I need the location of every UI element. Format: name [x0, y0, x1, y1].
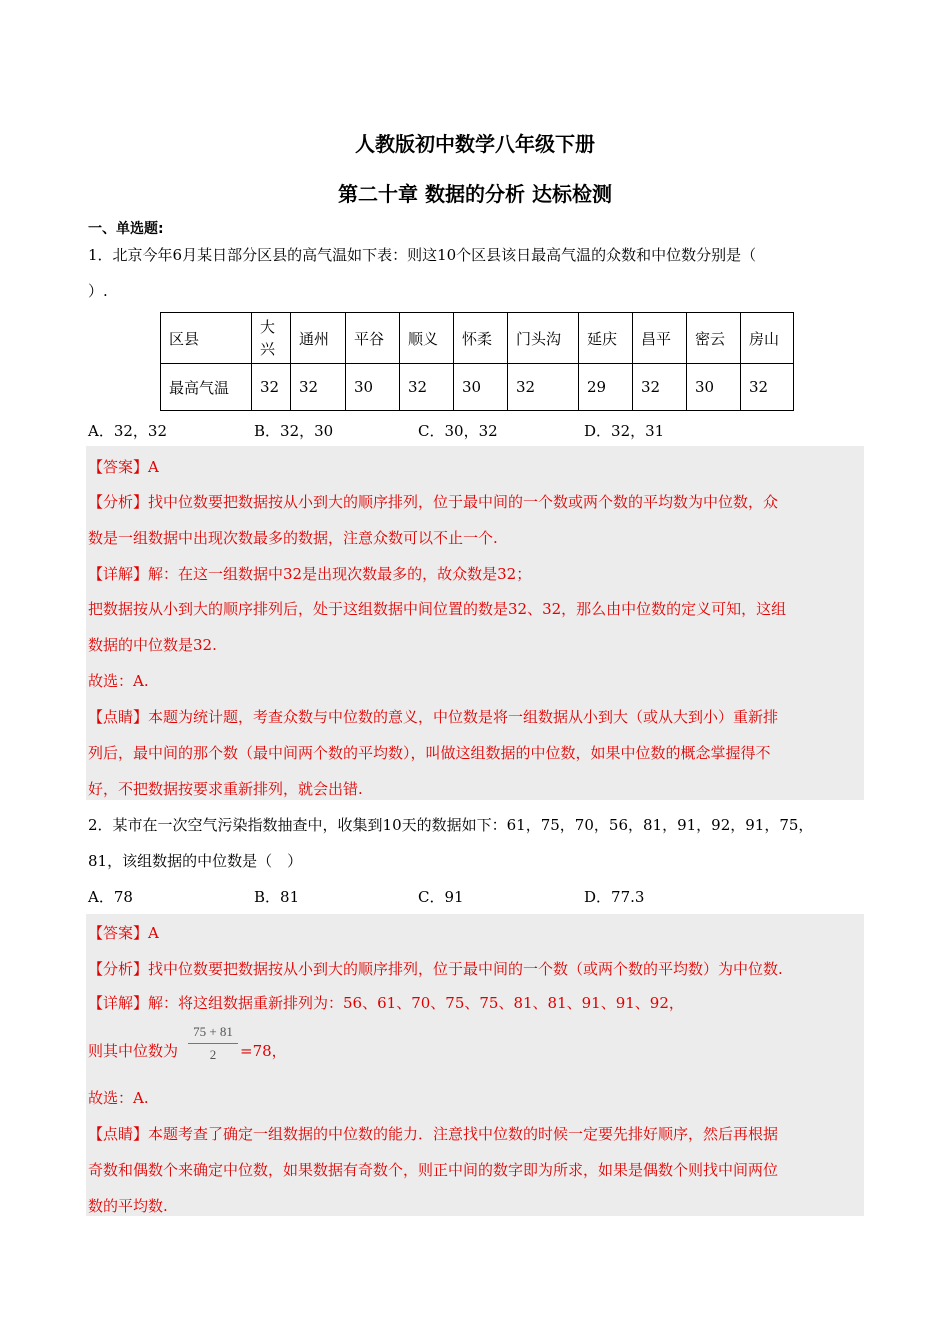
temperature-table — [160, 312, 794, 411]
question-2-text: 2．某市在一次空气污染指数抽查中，收集到10天的数据如下：61，75，70，56，81，91，92，91，75， — [88, 816, 814, 834]
table-row — [161, 364, 794, 411]
table-cell: 30 — [346, 364, 400, 411]
document-title: 人教版初中数学八年级下册 — [355, 132, 595, 156]
detail-text: 解：在这一组数据中32是出现次数最多的，故众数是32； — [148, 565, 532, 583]
table-cell: 房山 — [741, 313, 794, 364]
table-cell: 大兴 — [252, 313, 291, 364]
option-c: C．91 — [418, 888, 464, 906]
table-cell: 30 — [454, 364, 508, 411]
table-row — [161, 313, 794, 364]
choice-text: 故选：A. — [88, 672, 149, 690]
option-d: D．32，31 — [584, 422, 665, 440]
table-cell: 通州 — [291, 313, 346, 364]
table-cell: 顺义 — [400, 313, 454, 364]
detail-text: 数据的中位数是32. — [88, 636, 217, 654]
table-cell: 32 — [508, 364, 579, 411]
answer-value: A — [148, 924, 159, 942]
comment-label: 【点睛】 — [88, 708, 149, 726]
table-cell: 密云 — [687, 313, 741, 364]
option-b: B．81 — [254, 888, 300, 906]
detail-text: 解：将这组数据重新排列为：56、61、70、75、75、81、81、91、91、92， — [148, 994, 684, 1012]
detail-text: 把数据按从小到大的顺序排列后，处于这组数据中间位置的数是32、32，那么由中位数的定义可知，这组 — [88, 600, 787, 618]
comment-line — [88, 706, 778, 727]
table-cell: 门头沟 — [508, 313, 579, 364]
analysis-label: 【分析】 — [88, 493, 149, 511]
option-a: A．78 — [88, 888, 133, 906]
question-2-text-end: 81，该组数据的中位数是（ ） — [88, 852, 303, 870]
detail-label: 【详解】 — [88, 565, 149, 583]
comment-text: 本题为统计题，考查众数与中位数的意义，中位数是将一组数据从小到大（或从大到小）重新排 — [148, 708, 779, 726]
analysis-line — [88, 958, 783, 979]
table-cell: 平谷 — [346, 313, 400, 364]
comment-text: 本题考查了确定一组数据的中位数的能力．注意找中位数的时候一定要先排好顺序，然后再根据 — [148, 1125, 779, 1143]
table-cell: 32 — [252, 364, 291, 411]
table-cell: 30 — [687, 364, 741, 411]
fraction-numerator: 75 + 81 — [193, 1024, 233, 1039]
analysis-label: 【分析】 — [88, 960, 149, 978]
table-cell: 延庆 — [579, 313, 633, 364]
answer-label: 【答案】 — [88, 924, 149, 942]
answer-line — [88, 922, 159, 943]
analysis-text: 找中位数要把数据按从小到大的顺序排列，位于最中间的一个数或两个数的平均数为中位数，众 — [148, 493, 779, 511]
detail-label: 【详解】 — [88, 994, 149, 1012]
median-fraction — [188, 1024, 238, 1063]
analysis-text: 找中位数要把数据按从小到大的顺序排列，位于最中间的一个数（或两个数的平均数）为中位数. — [148, 960, 783, 978]
answer-line — [88, 456, 159, 477]
answer-label: 【答案】 — [88, 458, 149, 476]
option-a: A．32，32 — [88, 422, 168, 440]
detail-text: 则其中位数为 — [88, 1042, 179, 1060]
detail-line — [88, 563, 531, 584]
comment-text: 奇数和偶数个来确定中位数，如果数据有奇数个，则正中间的数字即为所求，如果是偶数个则找中间两位 — [88, 1161, 779, 1179]
table-cell: 32 — [741, 364, 794, 411]
table-cell: 区县 — [161, 313, 252, 364]
table-cell: 最高气温 — [161, 364, 252, 411]
comment-text: 列后，最中间的那个数（最中间两个数的平均数），叫做这组数据的中位数，如果中位数的概念掌握得不 — [88, 744, 771, 762]
fraction-bar — [188, 1043, 238, 1044]
option-d: D．77.3 — [584, 888, 645, 906]
answer-value: A — [148, 458, 159, 476]
table-cell: 32 — [400, 364, 454, 411]
option-c: C．30，32 — [418, 422, 498, 440]
detail-text: =78， — [240, 1042, 287, 1060]
choice-text: 故选：A. — [88, 1089, 149, 1107]
table-cell: 怀柔 — [454, 313, 508, 364]
comment-line — [88, 1123, 778, 1144]
table-cell: 29 — [579, 364, 633, 411]
detail-line — [88, 992, 684, 1013]
comment-text: 好，不把数据按要求重新排列，就会出错. — [88, 780, 363, 798]
analysis-text: 数是一组数据中出现次数最多的数据，注意众数可以不止一个. — [88, 529, 498, 547]
table-cell: 32 — [633, 364, 687, 411]
comment-text: 数的平均数. — [88, 1197, 168, 1215]
table-cell: 昌平 — [633, 313, 687, 364]
question-1-text-end: ）. — [88, 282, 108, 300]
option-b: B．32，30 — [254, 422, 334, 440]
fraction-denominator: 2 — [209, 1047, 217, 1062]
chapter-title: 第二十章 数据的分析 达标检测 — [338, 182, 612, 206]
question-1-text: 1．北京今年6月某日部分区县的高气温如下表：则这10个区县该日最高气温的众数和中位数分别是（ — [88, 246, 757, 264]
section-heading: 一、单选题: — [88, 221, 164, 237]
analysis-line — [88, 491, 778, 512]
comment-label: 【点睛】 — [88, 1125, 149, 1143]
table-cell: 32 — [291, 364, 346, 411]
